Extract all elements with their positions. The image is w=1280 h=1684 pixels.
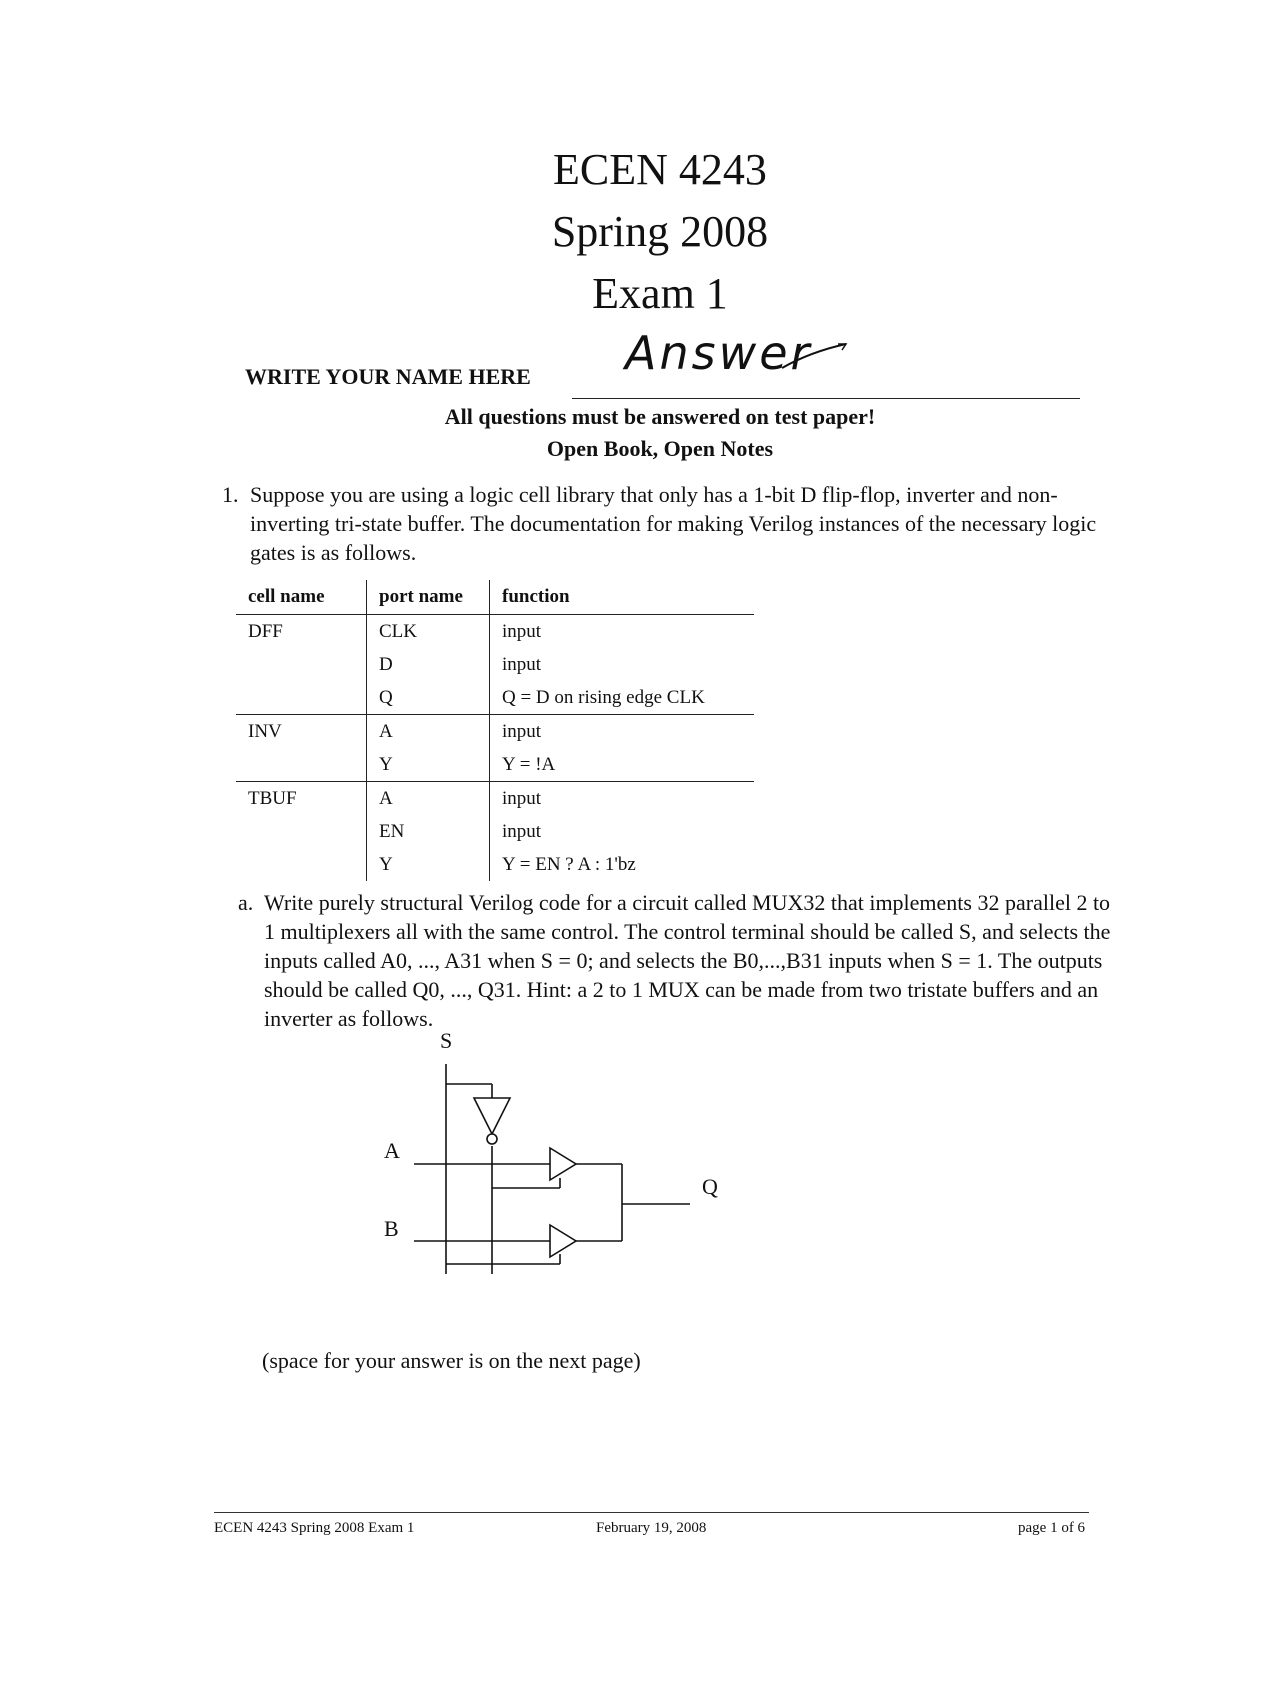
port-name: A: [367, 715, 490, 749]
exam-title: Exam 1: [592, 269, 728, 318]
footer-page-number: page 1 of 6: [1018, 1520, 1086, 1536]
table-row: [236, 681, 754, 715]
port-function: input: [490, 615, 755, 649]
footer-exam-name: ECEN 4243 Spring 2008 Exam 1: [214, 1520, 415, 1536]
table-row: [236, 815, 754, 848]
cell-name: [236, 848, 367, 881]
course-title: ECEN 4243: [553, 145, 767, 194]
name-label: WRITE YOUR NAME HERE: [245, 364, 531, 389]
port-name: D: [367, 648, 490, 681]
cell-name: [236, 648, 367, 681]
port-name: EN: [367, 815, 490, 848]
port-function: input: [490, 648, 755, 681]
cell-name: [236, 681, 367, 715]
port-function: input: [490, 782, 755, 816]
label-a: A: [384, 1138, 400, 1163]
cell-library-table: [236, 580, 754, 881]
port-name: Q: [367, 681, 490, 715]
table-row: [236, 748, 754, 782]
table-header-row: [236, 580, 754, 615]
port-function: input: [490, 715, 755, 749]
table-row: [236, 848, 754, 881]
port-function: Q = D on rising edge CLK: [490, 681, 755, 715]
header-cell-name: cell name: [236, 580, 367, 615]
label-b: B: [384, 1216, 399, 1241]
cell-name: [236, 748, 367, 782]
cell-name: TBUF: [248, 787, 297, 809]
port-name: CLK: [367, 615, 490, 649]
label-q: Q: [702, 1174, 718, 1199]
header-port-name: port name: [367, 580, 490, 615]
port-name: Y: [367, 848, 490, 881]
port-function: Y = !A: [490, 748, 755, 782]
part-a-text: Write purely structural Verilog code for a circuit called MUX32 that implements 32 parallel 2 to 1 multiplexers all with the same control. The control terminal should be called S, and selects the inputs called A0, ..., A31 when S = 0; and selects the B0,...,B31 inputs when S = 1. The outputs should be called Q0, ..., Q31. Hint: a 2 to 1 MUX can be made from two tristate buffers and an inverter as follows.: [264, 890, 1111, 1031]
port-name: Y: [367, 748, 490, 782]
instructions-note: All questions must be answered on test paper!: [444, 404, 876, 429]
footer-rule: [214, 1512, 1089, 1513]
question-text: Suppose you are using a logic cell library that only has a 1-bit D flip-flop, inverter and non-inverting tri-state buffer. The documentation for making Verilog instances of the necessary logic gates is as follows.: [250, 482, 1097, 565]
name-underline: [572, 398, 1080, 399]
cell-name: [236, 815, 367, 848]
tristate-buffer-a: [550, 1148, 576, 1180]
table-row: [236, 615, 754, 649]
mux-circuit-diagram: [360, 1028, 740, 1288]
table-row: [236, 648, 754, 681]
cell-name: INV: [248, 720, 282, 742]
answer-space-note: (space for your answer is on the next page): [262, 1348, 641, 1373]
question-number: 1.: [222, 482, 239, 507]
handwriting-flourish: [780, 342, 850, 372]
port-function: Y = EN ? A : 1'bz: [490, 848, 755, 881]
open-book-note: Open Book, Open Notes: [546, 436, 774, 461]
tristate-buffer-b: [550, 1225, 576, 1257]
term-title: Spring 2008: [551, 207, 769, 256]
port-function: input: [490, 815, 755, 848]
inverter-symbol: [474, 1098, 510, 1144]
table-row: [236, 782, 754, 816]
part-a-label: a.: [238, 890, 254, 915]
port-name: A: [367, 782, 490, 816]
cell-name: DFF: [248, 620, 283, 642]
header-function: function: [490, 580, 755, 615]
label-s: S: [440, 1028, 453, 1053]
table-row: [236, 715, 754, 749]
handwritten-name: Answer: [625, 326, 813, 380]
footer-date: February 19, 2008: [596, 1520, 707, 1536]
